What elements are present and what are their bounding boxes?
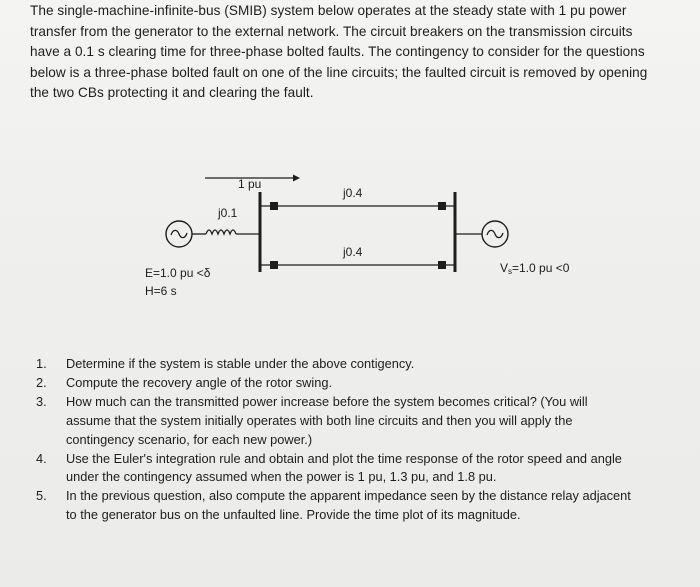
question-text: Use the Euler's integration rule and obtain and plot the time response of the rotor speed and angle xyxy=(66,450,622,466)
question-item xyxy=(36,374,686,393)
circuit-breaker xyxy=(270,261,278,269)
question-text: Determine if the system is stable under the above contigency. xyxy=(66,356,415,371)
question-item xyxy=(36,487,686,525)
power-flow-arrowhead xyxy=(293,175,300,182)
intro-line: the two CBs protecting it and clearing the fault. xyxy=(30,85,314,101)
generator-symbol xyxy=(166,221,192,247)
inertia-label: H=6 s xyxy=(145,284,177,298)
infinite-source-symbol xyxy=(482,221,508,247)
question-text: How much can the transmitted power increase before the system becomes critical? (You will xyxy=(66,393,588,409)
intro-line: transfer from the generator to the external network. The circuit breakers on the transmission circuits xyxy=(30,23,633,39)
question-number: 2. xyxy=(36,374,47,390)
question-list xyxy=(36,355,686,525)
question-number: 4. xyxy=(36,450,47,466)
question-number: 5. xyxy=(36,488,47,504)
infinite-bus-voltage-label: Vs=1.0 pu <0 xyxy=(500,261,570,276)
question-number: 3. xyxy=(36,393,47,409)
question-number: 1. xyxy=(36,356,47,371)
question-item xyxy=(36,393,686,450)
circuit-breaker xyxy=(438,261,446,269)
question-text: Compute the recovery angle of the rotor swing. xyxy=(66,374,333,390)
generator-reactance-coil xyxy=(206,230,236,234)
power-flow-label: 1 pu xyxy=(238,177,262,191)
question-text: under the contingency assumed when the power is 1 pu, 1.3 pu, and 1.8 pu. xyxy=(66,469,497,485)
problem-statement xyxy=(30,1,685,104)
intro-line: have a 0.1 s clearing time for three-phase bolted faults. The contingency to consider for the questions xyxy=(30,44,645,60)
intro-line: The single-machine-infinite-bus (SMIB) system below operates at the steady state with 1 pu power xyxy=(30,3,627,18)
question-text: In the previous question, also compute the apparent impedance seen by the distance relay adjacent xyxy=(66,488,631,504)
circuit-breaker xyxy=(438,202,446,210)
question-item xyxy=(36,355,686,374)
question-text: to the generator bus on the unfaulted line. Provide the time plot of its magnitude. xyxy=(66,507,521,523)
question-text: assume that the system initially operates with both line circuits and then you will apply the xyxy=(66,412,573,428)
smib-circuit-diagram xyxy=(0,160,700,310)
line2-reactance-label: j0.4 xyxy=(343,245,363,259)
question-item xyxy=(36,450,686,488)
generator-emf-label: E=1.0 pu <δ xyxy=(145,266,211,280)
line1-reactance-label: j0.4 xyxy=(343,186,363,200)
generator-reactance-label: j0.1 xyxy=(218,206,238,220)
question-text: contingency scenario, for each new power.) xyxy=(66,431,313,447)
intro-line: below is a three-phase bolted fault on one of the line circuits; the faulted circuit is removed by opening xyxy=(30,64,648,80)
circuit-breaker xyxy=(270,202,278,210)
